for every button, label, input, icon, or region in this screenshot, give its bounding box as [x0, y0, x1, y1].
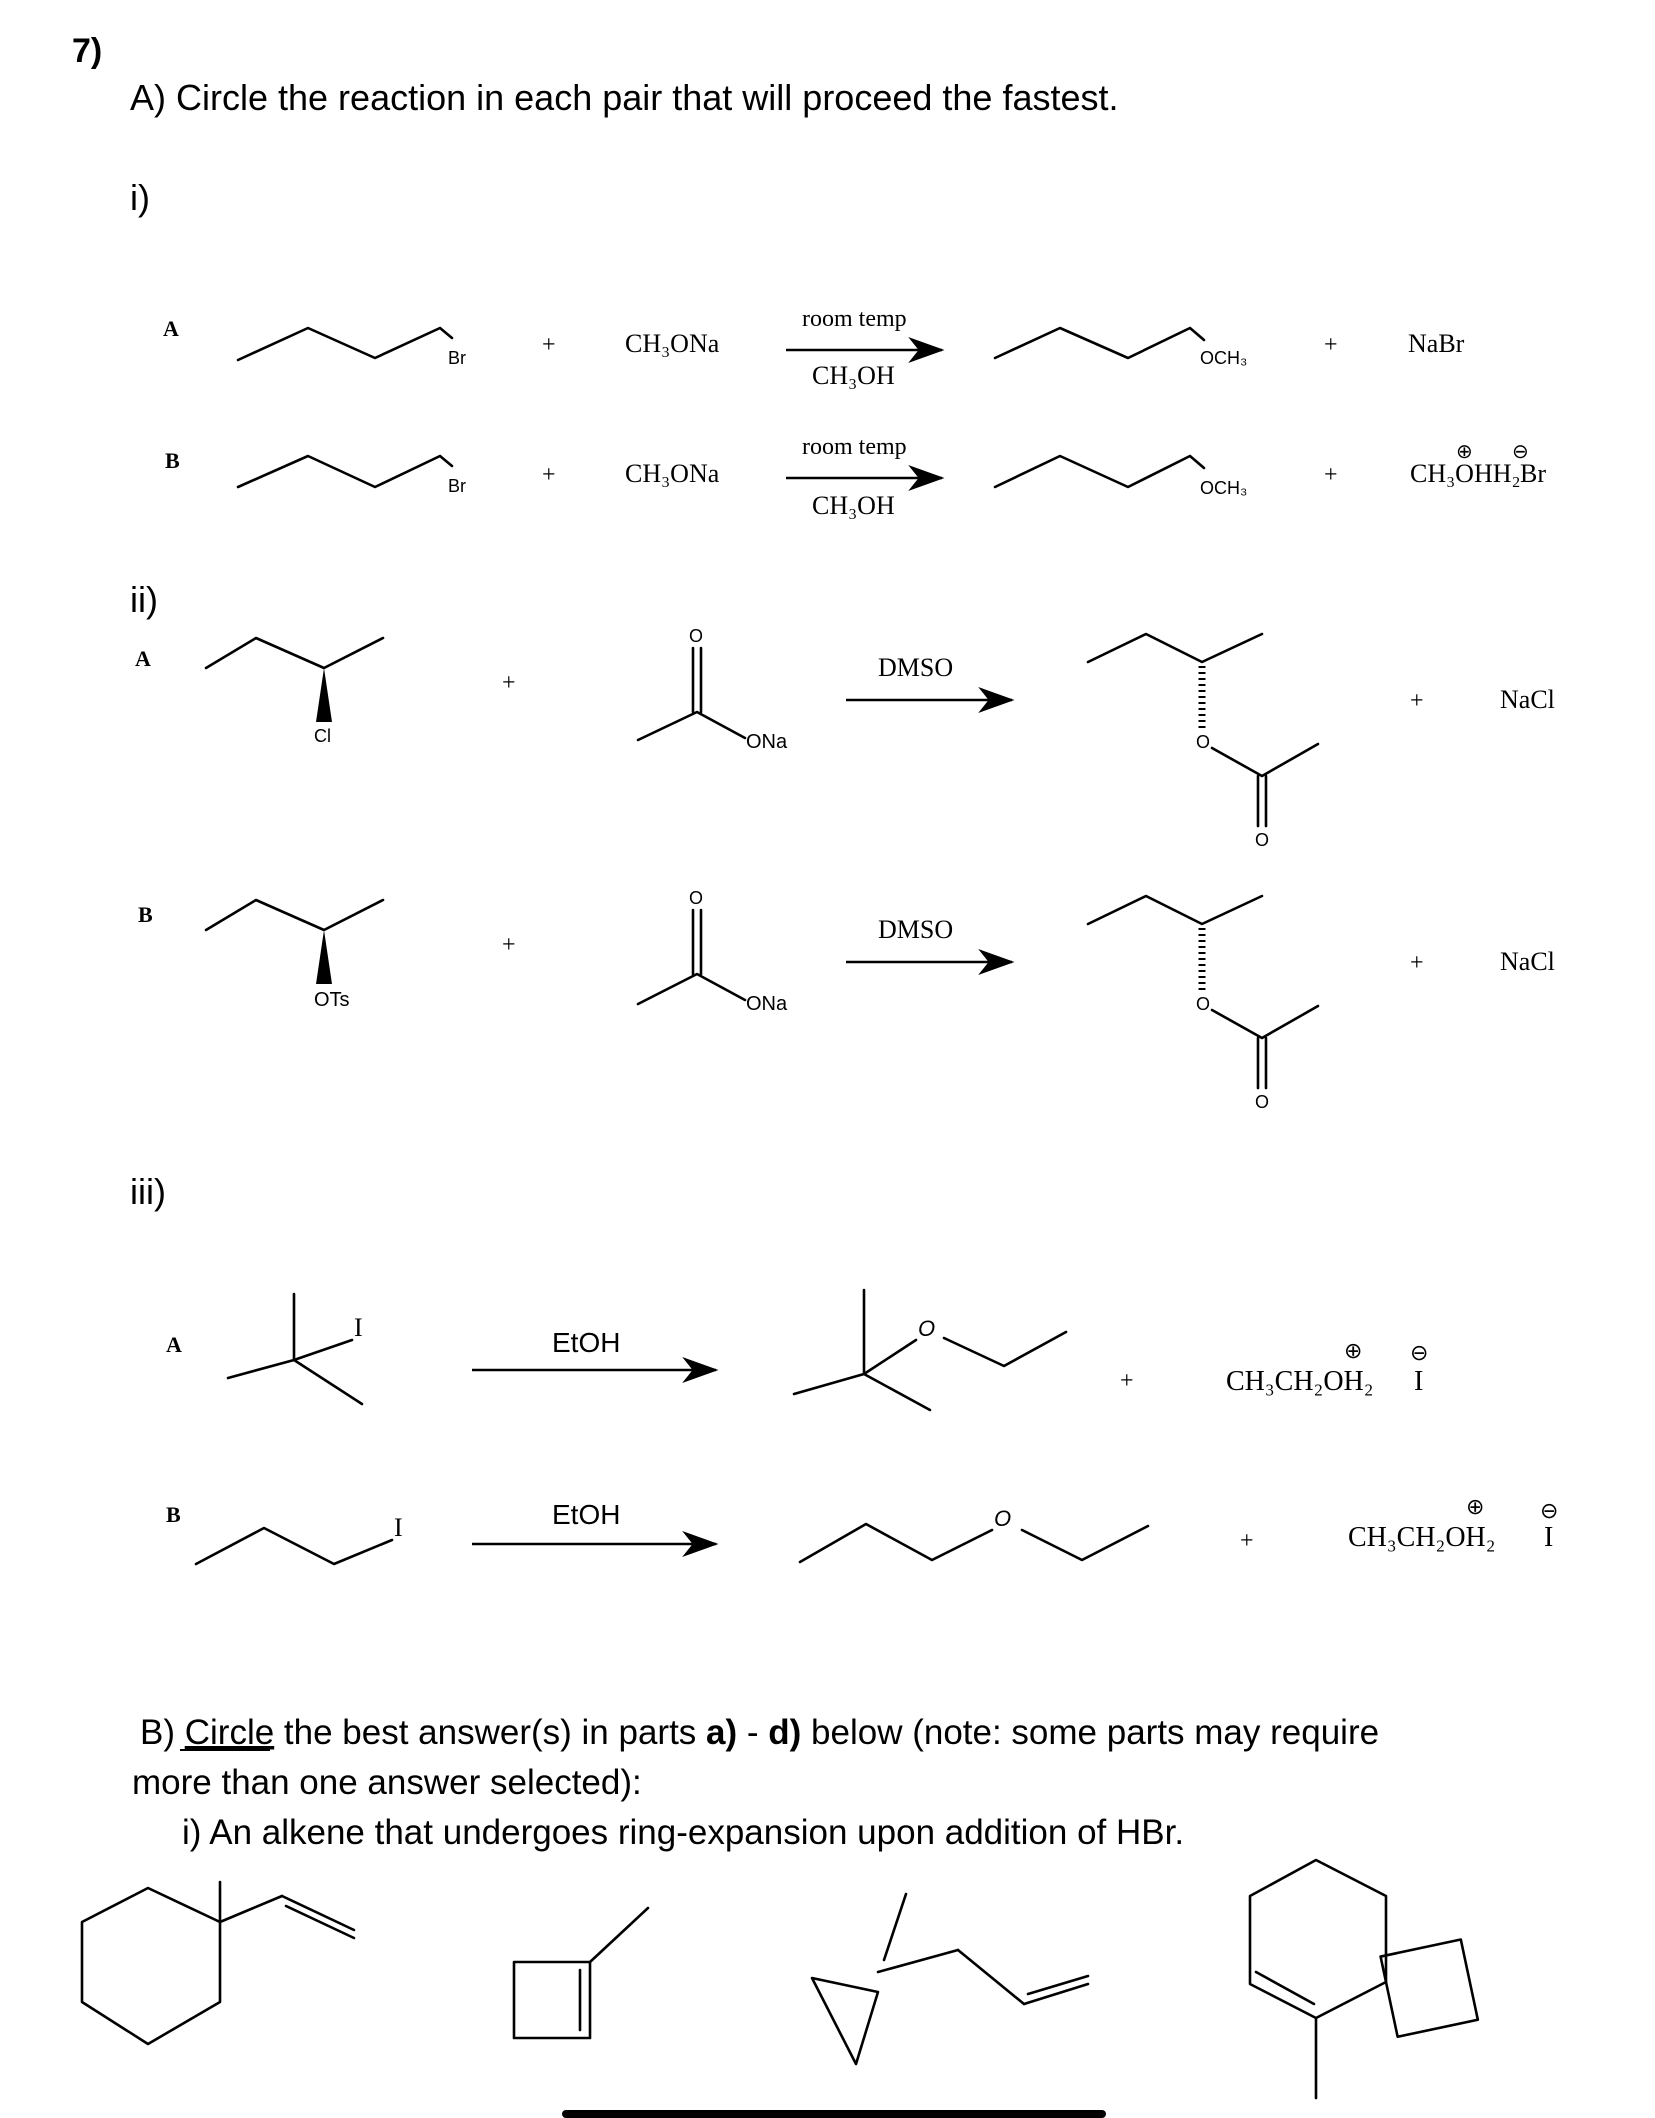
acetate-skeleton: [638, 712, 745, 740]
ester-skeleton: [1212, 1006, 1318, 1038]
wedge-bond: [316, 930, 332, 984]
part-b-dash: -: [737, 1713, 769, 1752]
leaving-group: Cl: [314, 726, 331, 746]
reaction-label-i-a: A: [163, 316, 179, 341]
alkene-double-bond: [1028, 1976, 1088, 1994]
byproduct: NaCl: [1500, 685, 1555, 714]
leaving-group-iodide: I: [394, 1513, 403, 1542]
byproduct-anion: I: [1544, 1522, 1554, 1553]
reaction-label-ii-b: B: [138, 902, 153, 927]
condition: DMSO: [878, 653, 954, 682]
part-b-circle-word: Circle: [184, 1713, 275, 1752]
leaving-group-br: Br: [448, 348, 466, 368]
reaction-i-b[interactable]: [165, 434, 1546, 520]
tbutyl-bond: [228, 1360, 294, 1378]
product-skeleton: [995, 456, 1204, 487]
plus-sign: +: [502, 932, 516, 958]
minus-charge-icon: ⊖: [1512, 441, 1529, 463]
leaving-group: OTs: [314, 989, 350, 1011]
minus-charge-icon: ⊖: [1410, 1340, 1429, 1365]
condition-top: room temp: [802, 306, 907, 332]
carbonyl-oxygen: O: [689, 626, 704, 646]
plus-sign: +: [1410, 950, 1424, 976]
reaction-ii-a[interactable]: [135, 626, 1555, 850]
alkene-double-bond: [1024, 1984, 1088, 2004]
leaving-group-iodide: I: [354, 1313, 363, 1342]
condition-bottom: CH₃OH: [812, 491, 895, 520]
condition: EtOH: [552, 1327, 621, 1358]
cyclohexane-ring: [82, 1888, 220, 2044]
product-substituent: OCH₃: [1200, 478, 1248, 498]
carbonyl-oxygen: O: [1255, 1092, 1270, 1112]
reagent: CH₃ONa: [625, 459, 720, 488]
propyl-iodide-skeleton: [196, 1528, 392, 1564]
ether-bond: [864, 1340, 916, 1374]
ring-double-bond: [1256, 1972, 1314, 2004]
reaction-label-iii-a: A: [166, 1332, 182, 1357]
plus-sign: +: [542, 332, 556, 358]
choice-methylcyclobutene[interactable]: [514, 1908, 648, 2038]
plus-sign: +: [1120, 1368, 1134, 1394]
cyclobutane-ring: [1381, 1940, 1478, 2037]
byproduct-anion: I: [1414, 1366, 1424, 1397]
plus-sign: +: [542, 462, 556, 488]
choice-cyclopropyl-alkene[interactable]: [812, 1894, 1088, 2064]
vinyl-bond: [220, 1896, 282, 1922]
ether-bond: [794, 1374, 864, 1394]
ether-oxygen: O: [918, 1316, 936, 1341]
reaction-iii-b[interactable]: [166, 1494, 1558, 1564]
plus-charge-icon: ⊕: [1466, 1494, 1485, 1519]
plus-sign: +: [1410, 688, 1424, 714]
part-iii-label: iii): [130, 1171, 166, 1212]
plus-sign: +: [1240, 1528, 1254, 1554]
byproduct-cation: CH₃OHH₂: [1410, 459, 1521, 488]
tbutyl-bond: [294, 1360, 362, 1404]
ester-oxygen: O: [1196, 994, 1211, 1014]
carbonyl-oxygen: O: [689, 888, 704, 908]
condition-top: room temp: [802, 434, 907, 460]
plus-charge-icon: ⊕: [1344, 1338, 1363, 1363]
carbonyl-oxygen: O: [1255, 830, 1270, 850]
byproduct: NaCl: [1500, 947, 1555, 976]
condition-bottom: CH₃OH: [812, 361, 895, 390]
byproduct-cation: CH₃CH₂OH₂: [1226, 1366, 1374, 1397]
reaction-label-iii-b: B: [166, 1502, 181, 1527]
part-b-mid: the best answer(s) in parts: [274, 1713, 707, 1752]
leaving-group-br: Br: [448, 476, 466, 496]
page-bottom-bar: [562, 2110, 1106, 2118]
reaction-i-a[interactable]: [163, 306, 1465, 390]
choice-vinylcyclohexane[interactable]: [82, 1882, 354, 2044]
part-b-suffix: below (note: some parts may require: [801, 1713, 1380, 1752]
ether-oxygen: O: [994, 1506, 1012, 1531]
plus-sign: +: [1324, 462, 1338, 488]
part-ii-label: ii): [130, 579, 158, 620]
part-b-prompt-line1: [140, 1713, 1379, 1752]
part-b-d: d): [768, 1713, 802, 1752]
minus-charge-icon: ⊖: [1540, 1498, 1559, 1523]
ethyl-chain: [1022, 1526, 1148, 1560]
condition: DMSO: [878, 915, 954, 944]
wedge-bond: [316, 668, 332, 722]
substrate-skeleton: [206, 900, 383, 930]
part-b-prompt-line2: more than one answer selected):: [132, 1763, 642, 1802]
cyclobutene-ring: [514, 1962, 590, 2038]
propyl-bromide-skeleton: [238, 456, 452, 487]
part-b-a: a): [706, 1713, 738, 1752]
cyclopropane-ring: [812, 1978, 878, 2064]
plus-sign: +: [1324, 332, 1338, 358]
ester-skeleton: [1212, 744, 1318, 776]
byproduct-cation: CH₃CH₂OH₂: [1348, 1522, 1496, 1553]
chain-bond: [878, 1950, 958, 1972]
substrate-skeleton: [206, 638, 383, 668]
reaction-label-i-b: B: [165, 448, 180, 473]
reaction-label-ii-a: A: [135, 646, 151, 671]
propyl-bromide-skeleton: [238, 328, 452, 360]
chain-bond: [958, 1950, 1024, 2004]
part-b-question-i: i) An alkene that undergoes ring-expansion upon addition of HBr.: [182, 1813, 1185, 1852]
cyclohexene-ring: [1250, 1860, 1386, 2018]
acetate-skeleton: [638, 974, 745, 1004]
byproduct: NaBr: [1408, 329, 1465, 358]
reagent: CH₃ONa: [625, 329, 720, 358]
product-substituent: OCH₃: [1200, 348, 1248, 368]
product-skeleton: [1088, 896, 1262, 924]
plus-sign: +: [502, 670, 516, 696]
byproduct-anion: Br: [1520, 459, 1546, 488]
methyl-bond: [884, 1894, 906, 1960]
reaction-iii-a[interactable]: [166, 1290, 1428, 1410]
ethyl-chain: [944, 1332, 1066, 1366]
reaction-ii-b[interactable]: [138, 888, 1555, 1112]
nucleophile-substituent: ONa: [746, 993, 788, 1015]
product-skeleton: [1088, 634, 1262, 662]
condition: EtOH: [552, 1499, 621, 1530]
tbutyl-bond: [294, 1340, 352, 1360]
part-i-label: i): [130, 177, 150, 218]
ether-skeleton: [800, 1524, 992, 1562]
ester-oxygen: O: [1196, 732, 1211, 752]
choice-spirocycle[interactable]: [1250, 1860, 1478, 2098]
question-number: 7): [72, 32, 103, 70]
part-a-prompt: A) Circle the reaction in each pair that will proceed the fastest.: [130, 77, 1119, 118]
methyl-bond: [590, 1908, 648, 1962]
plus-charge-icon: ⊕: [1456, 441, 1473, 463]
vinyl-double-bond: [282, 1896, 354, 1930]
part-b-prefix: B): [140, 1713, 185, 1752]
ether-bond: [864, 1374, 930, 1410]
product-skeleton: [995, 328, 1204, 358]
vinyl-double-bond: [286, 1906, 354, 1938]
nucleophile-substituent: ONa: [746, 731, 788, 753]
